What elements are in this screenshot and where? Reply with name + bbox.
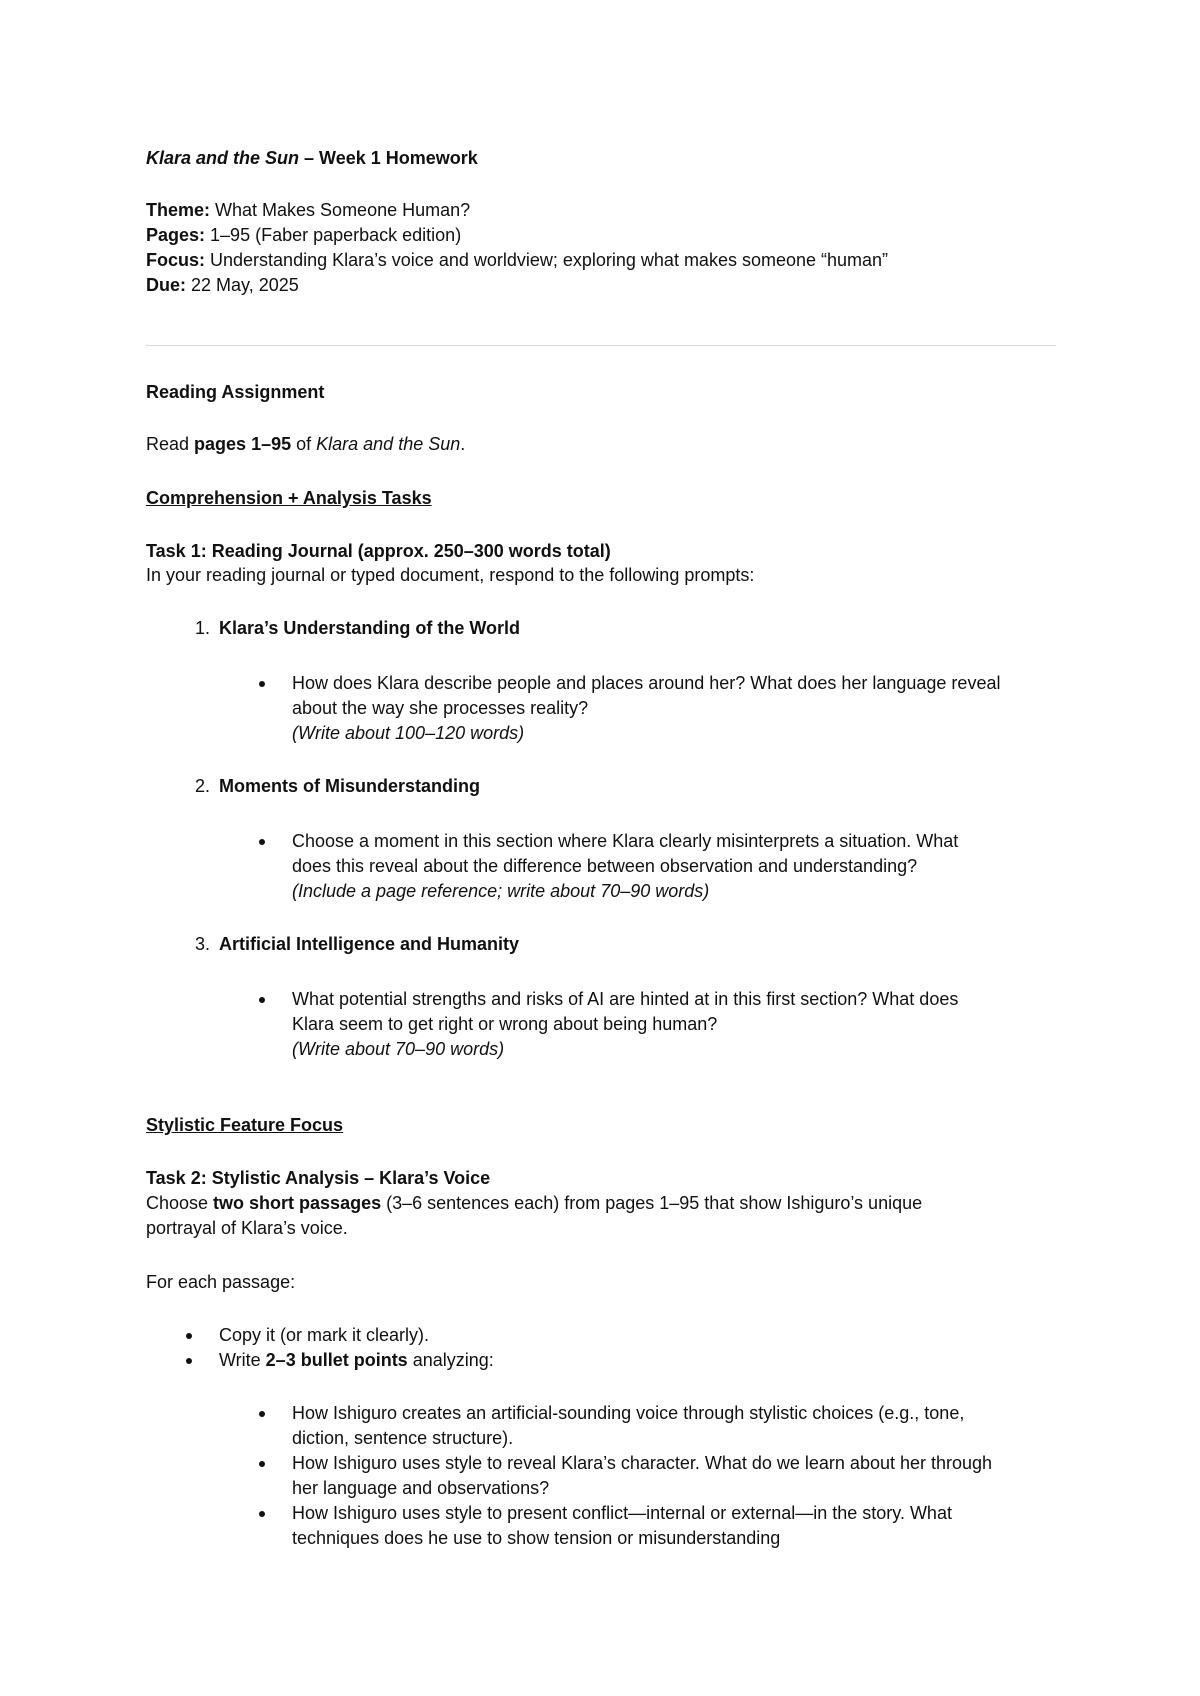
list-item: How Ishiguro uses style to present conflict—internal or external—in the story. What [146,1501,1056,1526]
meta-due: Due: 22 May, 2025 [146,275,299,295]
bullet-icon [186,1358,192,1364]
bullet-icon [259,997,265,1003]
list-item: Copy it (or mark it clearly). [146,1323,1056,1348]
list-item: How Ishiguro uses style to reveal Klara’s character. What do we learn about her through [146,1451,1056,1476]
list-item: How Ishiguro creates an artificial-sounding voice through stylistic choices (e.g., tone, [146,1401,1056,1426]
horizontal-divider [146,345,1056,346]
numbered-item-2: 2. Moments of Misunderstanding [194,776,480,796]
bullet-icon [259,839,265,845]
word-count-note: (Include a page reference; write about 70–90 words) [292,881,710,901]
reading-heading: Reading Assignment [146,382,325,402]
meta-focus: Focus: Understanding Klara’s voice and worldview; exploring what makes someone “human” [146,250,889,270]
meta-theme: Theme: What Makes Someone Human? [146,200,471,220]
list-item: What potential strengths and risks of AI are hinted at in this first section? What does [146,987,1056,1012]
bullet-icon [259,1411,265,1417]
task2-title: Task 2: Stylistic Analysis – Klara’s Voice [146,1168,491,1188]
task2-instruction: Choose two short passages (3–6 sentences each) from pages 1–95 that show Ishiguro’s unique [146,1193,923,1213]
bullet-icon [259,681,265,687]
numbered-item-3: 3. Artificial Intelligence and Humanity [194,934,520,954]
reading-instruction: Read pages 1–95 of Klara and the Sun. [146,434,466,454]
list-item: Choose a moment in this section where Klara clearly misinterprets a situation. What [146,829,1056,854]
list-item: How does Klara describe people and places around her? What does her language reveal [146,671,1056,696]
stylistic-heading: Stylistic Feature Focus [146,1115,344,1135]
document-title: Klara and the Sun – Week 1 Homework [146,148,478,168]
list-item: Write 2–3 bullet points analyzing: [146,1348,1056,1373]
word-count-note: (Write about 100–120 words) [292,723,525,743]
word-count-note: (Write about 70–90 words) [292,1039,505,1059]
for-each-label: For each passage: [146,1272,296,1292]
task1-title: Task 1: Reading Journal (approx. 250–300 words total) [146,541,611,561]
task1-intro: In your reading journal or typed document, respond to the following prompts: [146,565,755,585]
bullet-icon [259,1511,265,1517]
numbered-item-1: 1. Klara’s Understanding of the World [194,618,521,638]
bullet-icon [259,1461,265,1467]
meta-pages: Pages: 1–95 (Faber paperback edition) [146,225,462,245]
bullet-icon [186,1333,192,1339]
comprehension-heading: Comprehension + Analysis Tasks [146,488,432,508]
